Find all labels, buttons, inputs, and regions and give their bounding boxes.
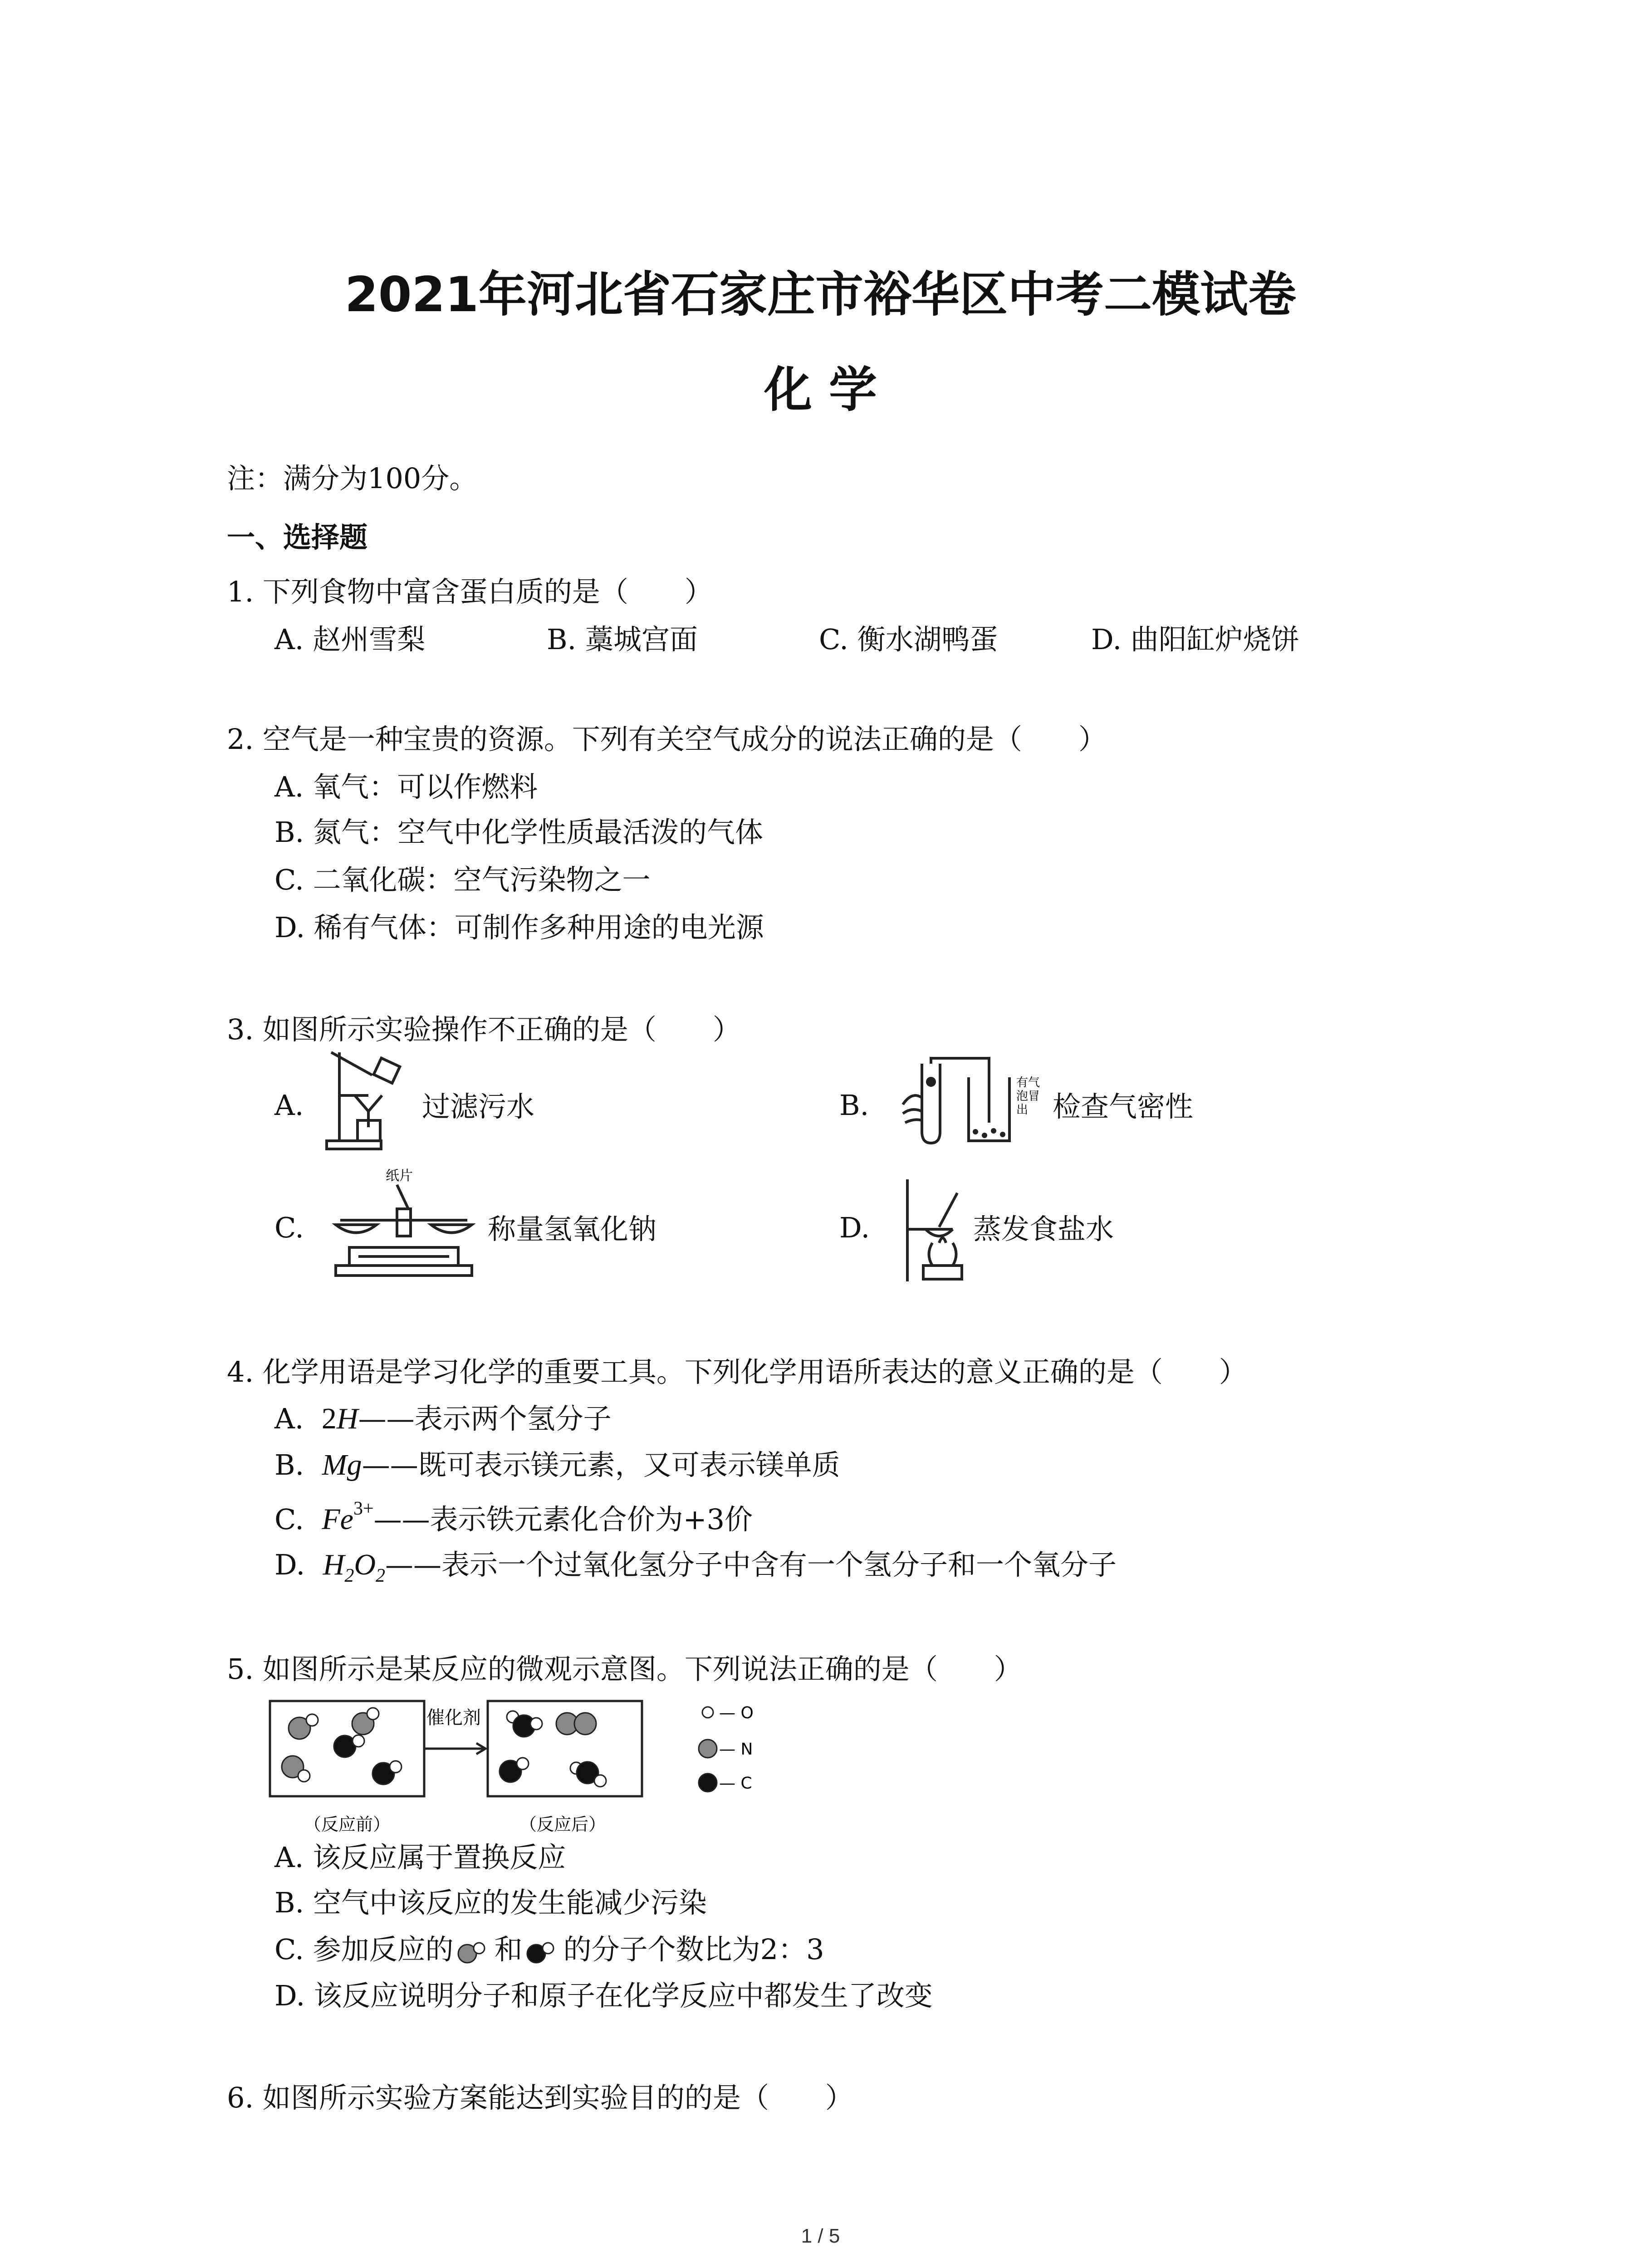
q4-a-text: ——表示两个氢分子	[358, 1402, 612, 1435]
q5-c-prefix: C. 参加反应的	[274, 1933, 454, 1966]
after-label: （反应后）	[519, 1814, 606, 1834]
paper-label: 纸片	[386, 1168, 413, 1184]
q5-stem: 5. 如图所示是某反应的微观示意图。下列说法正确的是（ ）	[227, 1652, 1022, 1686]
q3-caption-a: 过滤污水	[422, 1090, 535, 1123]
exam-note: 注：满分为100分。	[227, 462, 478, 495]
legend-c: — C	[719, 1774, 752, 1793]
q5-c-suffix: 的分子个数比为2：3	[563, 1933, 824, 1966]
bubble-label-2: 泡冒	[1016, 1090, 1040, 1103]
q3-stem: 3. 如图所示实验操作不正确的是（ ）	[227, 1013, 741, 1046]
q4-option-c	[274, 1497, 753, 1537]
q4-d-h: H	[323, 1548, 345, 1581]
q4-c-text: ——表示铁元素化合价为+3价	[373, 1503, 753, 1536]
q2-stem: 2. 空气是一种宝贵的资源。下列有关空气成分的说法正确的是（ ）	[227, 723, 1107, 756]
q4-c-letter: C.	[274, 1503, 304, 1536]
q4-stem: 4. 化学用语是学习化学的重要工具。下列化学用语所表达的意义正确的是（ ）	[227, 1355, 1247, 1388]
exam-subject: 化 学	[764, 362, 877, 418]
q4-option-a	[274, 1396, 612, 1437]
q2-option-d: D. 稀有气体：可制作多种用途的电光源	[274, 911, 764, 944]
page-number: 1 / 5	[801, 2225, 840, 2247]
q4-d-text: ——表示一个过氧化氢分子中含有一个氢分子和一个氧分子	[385, 1548, 1117, 1581]
co-molecule-icon	[523, 1938, 563, 1965]
q5-option-c	[274, 1927, 824, 1967]
airtightness-check-figure	[894, 1055, 1043, 1154]
q4-b-text: ——既可表示镁元素，又可表示镁单质	[362, 1448, 840, 1481]
bubble-label-1: 有气	[1016, 1076, 1040, 1090]
q3-letter-d: D.	[839, 1211, 870, 1244]
q4-a-symbol: H	[336, 1402, 358, 1435]
q5-option-a: A. 该反应属于置换反应	[274, 1841, 566, 1874]
q5-option-b: B. 空气中该反应的发生能减少污染	[274, 1886, 707, 1919]
q2-option-a: A. 氧气：可以作燃料	[274, 770, 538, 803]
q4-d-letter: D.	[274, 1548, 305, 1581]
q6-stem: 6. 如图所示实验方案能达到实验目的的是（ ）	[227, 2081, 853, 2114]
exam-title: 2021年河北省石家庄市裕华区中考二模试卷	[344, 267, 1297, 323]
q4-a-letter: A.	[274, 1402, 304, 1435]
q4-option-d	[274, 1542, 1117, 1587]
q3-caption-b: 检查气密性	[1053, 1090, 1194, 1123]
q1-option-a: A. 赵州雪梨	[274, 623, 426, 656]
q4-b-letter: B.	[274, 1448, 304, 1481]
q1-option-d: D. 曲阳缸炉烧饼	[1091, 623, 1299, 656]
q1-option-c: C. 衡水湖鸭蛋	[819, 623, 998, 656]
legend-n: — N	[719, 1740, 753, 1759]
q2-option-b: B. 氮气：空气中化学性质最活泼的气体	[274, 816, 763, 849]
q4-d-o: O	[354, 1548, 376, 1581]
q4-d-o-sub: 2	[375, 1565, 385, 1586]
q1-option-b: B. 藁城宫面	[547, 623, 698, 656]
section-heading: 一、选择题	[227, 521, 368, 554]
q4-c-symbol: Fe	[322, 1503, 353, 1536]
balance-weighing-figure	[322, 1166, 485, 1288]
no-molecule-icon	[454, 1938, 495, 1965]
q3-caption-c: 称量氢氧化钠	[488, 1212, 657, 1246]
evaporation-figure	[889, 1175, 980, 1288]
q4-d-h-sub: 2	[344, 1565, 354, 1586]
q4-c-charge: 3+	[353, 1498, 374, 1519]
q3-caption-d: 蒸发食盐水	[973, 1212, 1114, 1246]
q5-c-mid: 和	[494, 1933, 523, 1966]
q3-letter-a: A.	[274, 1089, 304, 1122]
catalyst-label: 催化剂	[426, 1707, 481, 1728]
q5-option-d: D. 该反应说明分子和原子在化学反应中都发生了改变	[274, 1979, 933, 2012]
q4-b-symbol: Mg	[322, 1448, 362, 1481]
reaction-micro-diagram	[268, 1692, 789, 1837]
q4-option-b	[274, 1442, 840, 1483]
filtration-apparatus-figure	[318, 1048, 413, 1152]
q1-stem: 1. 下列食物中富含蛋白质的是（ ）	[227, 575, 713, 608]
q3-letter-c: C.	[274, 1211, 304, 1244]
bubble-label-3: 出	[1016, 1103, 1029, 1117]
q2-option-c: C. 二氧化碳：空气污染物之一	[274, 863, 651, 896]
q3-letter-b: B.	[839, 1089, 869, 1122]
legend-o: — O	[719, 1704, 754, 1722]
before-label: （反应前）	[304, 1814, 391, 1834]
q4-a-coefficient: 2	[321, 1402, 337, 1435]
